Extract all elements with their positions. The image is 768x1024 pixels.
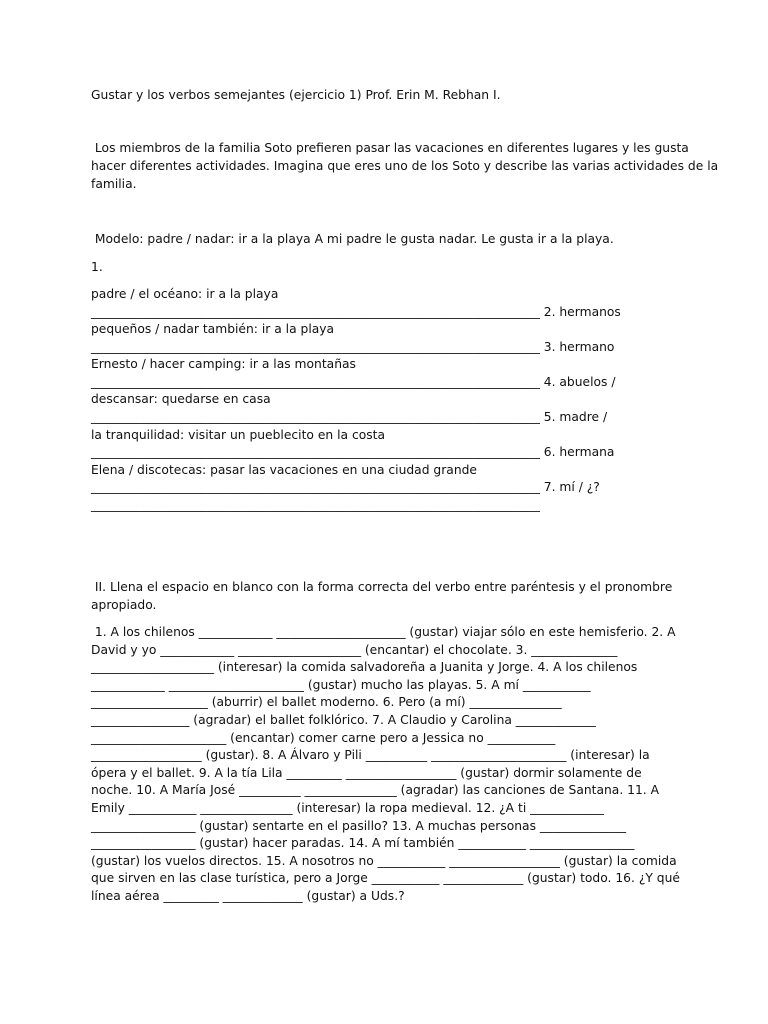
part2-line: _________________ (gustar) sentarte en el pasillo? 13. A muchas personas ______________ (91, 819, 626, 833)
part1-number: 1. (91, 260, 103, 274)
part1-line: _________________________________________________________________________ 7. mí / ¿? (91, 480, 600, 494)
part2-line: línea aérea _________ _____________ (gustar) a Uds.? (91, 889, 405, 903)
part2-line: __________________ (gustar). 8. A Álvaro y Pili __________ ______________________ (interesar) la (91, 748, 650, 762)
part2-line: ópera y el ballet. 9. A la tía Lila _________ __________________ (gustar) dormir solamente de (91, 766, 642, 780)
part2-line: ___________________ (aburrir) el ballet moderno. 6. Pero (a mí) _______________ (91, 695, 562, 709)
part1-line: _________________________________________________________________________ 4. abuelos / (91, 375, 616, 389)
part2-line: ____________ ______________________ (gustar) mucho las playas. 5. A mí ___________ (91, 678, 591, 692)
worksheet-title: Gustar y los verbos semejantes (ejercicio 1) Prof. Erin M. Rebhan I. (91, 88, 501, 102)
part1-line: Ernesto / hacer camping: ir a las montañas (91, 357, 356, 371)
part1-line: Elena / discotecas: pasar las vacaciones en una ciudad grande (91, 463, 477, 477)
part2-line: ____________________ (interesar) la comida salvadoreña a Juanita y Jorge. 4. A los chilenos (91, 660, 638, 674)
intro-line: hacer diferentes actividades. Imagina que eres uno de los Soto y describe las varias actividades de la (91, 159, 719, 173)
intro-line: Los miembros de la familia Soto prefieren pasar las vacaciones en diferentes lugares y les gusta (91, 141, 689, 155)
part2-line: ______________________ (encantar) comer carne pero a Jessica no ___________ (91, 731, 556, 745)
part2-line: 1. A los chilenos ____________ _____________________ (gustar) viajar sólo en este hemisferio. 2. A (91, 625, 676, 639)
part1-line: _________________________________________________________________________ 6. hermana (91, 445, 615, 459)
part2-line: David y yo ____________ ____________________ (encantar) el chocolate. 3. ______________ (91, 643, 618, 657)
part2-line: _________________ (gustar) hacer paradas. 14. A mí también ___________ _________________ (91, 836, 635, 850)
part1-line: padre / el océano: ir a la playa (91, 287, 279, 301)
part2-line: Emily ___________ _______________ (interesar) la ropa medieval. 12. ¿A ti ____________ (91, 801, 604, 815)
part2-line: ________________ (agradar) el ballet folklórico. 7. A Claudio y Carolina _____________ (91, 713, 596, 727)
part1-line: _________________________________________________________________________ 3. hermano (91, 340, 615, 354)
part1-line: _________________________________________________________________________ 2. hermanos (91, 305, 621, 319)
part1-line: _________________________________________________________________________ (91, 498, 540, 512)
part1-line: pequeños / nadar también: ir a la playa (91, 322, 335, 336)
part2-line: noche. 10. A María José __________ _______________ (agradar) las canciones de Santana. 11. A (91, 783, 660, 797)
intro-line: familia. (91, 177, 137, 191)
part1-line: _________________________________________________________________________ 5. madre / (91, 410, 608, 424)
part2-line: que sirven en las clase turística, pero a Jorge ___________ _____________ (gustar) todo. 16. ¿Y qué (91, 871, 680, 885)
part2-instructions: apropiado. (91, 598, 157, 612)
part1-line: la tranquilidad: visitar un pueblecito en la costa (91, 428, 386, 442)
part2-instructions: II. Llena el espacio en blanco con la forma correcta del verbo entre paréntesis y el pronombre (91, 580, 673, 594)
model-example: Modelo: padre / nadar: ir a la playa A mi padre le gusta nadar. Le gusta ir a la playa. (91, 232, 614, 246)
part1-line: descansar: quedarse en casa (91, 392, 271, 406)
part2-line: (gustar) los vuelos directos. 15. A nosotros no ___________ __________________ (gustar) la comida (91, 854, 677, 868)
